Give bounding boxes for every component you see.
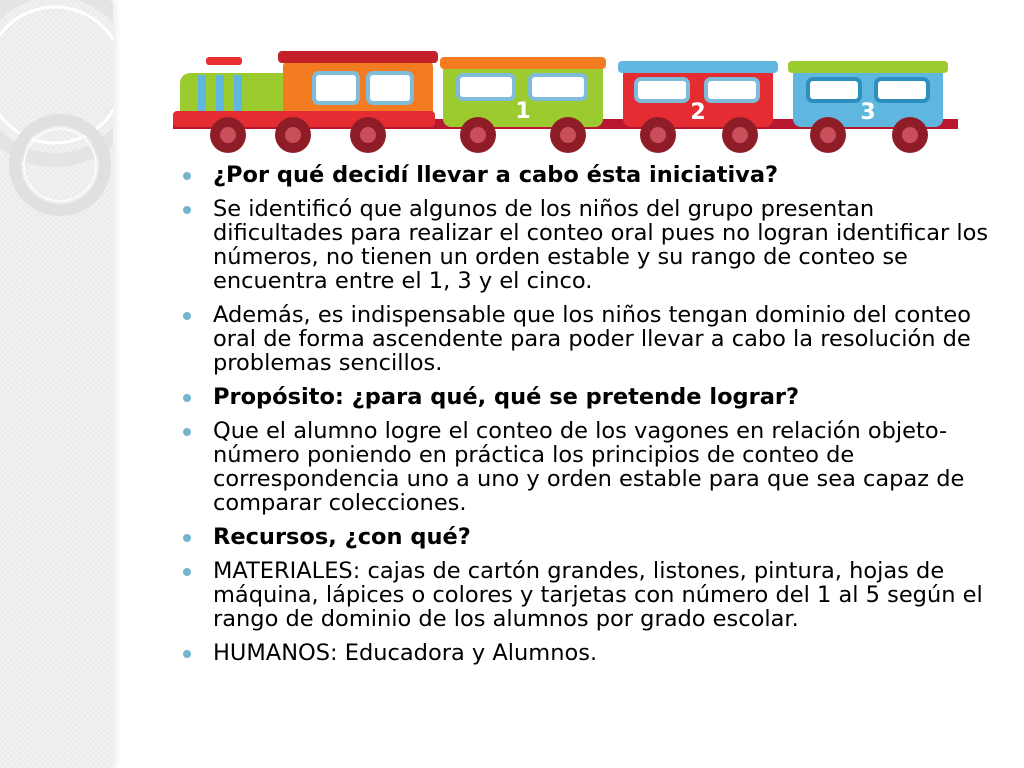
- bullet-text: Propósito: ¿para qué, qué se pretende lograr?: [213, 384, 800, 410]
- toy-train-illustration: [168, 45, 968, 160]
- bullet-dot-icon: [183, 650, 191, 658]
- bullet-dot-icon: [183, 394, 191, 402]
- bullet-dot-icon: [183, 428, 191, 436]
- bullet-question-why: [182, 163, 1002, 187]
- bullet-text: Que el alumno logre el conteo de los vagones en relación objeto-número poniendo en práctica los principios de conteo de correspondencia uno a uno y orden estable para que sea capaz de comparar colecciones.: [213, 418, 965, 516]
- wagon-number-3: 3: [860, 100, 876, 125]
- bullet-dot-icon: [183, 568, 191, 576]
- bullet-dot-icon: [183, 206, 191, 214]
- decorative-side-band: [0, 0, 113, 768]
- bullet-text: HUMANOS: Educadora y Alumnos.: [213, 640, 598, 666]
- bullet-purpose-description: [182, 419, 1002, 515]
- bullet-dot-icon: [183, 312, 191, 320]
- bullet-problem-identified: [182, 197, 1002, 293]
- bullet-dot-icon: [183, 534, 191, 542]
- bullet-importance: [182, 303, 1002, 375]
- bullet-text: Además, es indispensable que los niños tengan dominio del conteo oral de forma ascendente para poder llevar a cabo la resolución de problemas sencillos.: [213, 302, 972, 376]
- bullet-human-resources: [182, 641, 1002, 665]
- bullet-list: [182, 163, 1002, 665]
- wagon-number-1: 1: [515, 99, 531, 124]
- decorative-circles: [0, 0, 113, 768]
- bullet-materials: [182, 559, 1002, 631]
- bullet-purpose-heading: [182, 385, 1002, 409]
- bullet-text: ¿Por qué decidí llevar a cabo ésta iniciativa?: [213, 162, 779, 188]
- slide-content: [182, 163, 1002, 675]
- bullet-text: MATERIALES: cajas de cartón grandes, listones, pintura, hojas de máquina, lápices o colores y tarjetas con número del 1 al 5 según el rango de dominio de los alumnos por grado escolar.: [213, 558, 983, 632]
- bullet-resources-heading: [182, 525, 1002, 549]
- wagon-number-2: 2: [690, 100, 706, 125]
- bullet-dot-icon: [183, 172, 191, 180]
- bullet-text: Recursos, ¿con qué?: [213, 524, 471, 550]
- bullet-text: Se identificó que algunos de los niños del grupo presentan dificultades para realizar el conteo oral pues no logran identificar los números, no tienen un orden estable y su rango de conteo se encuentra entre el 1, 3 y el cinco.: [213, 196, 989, 294]
